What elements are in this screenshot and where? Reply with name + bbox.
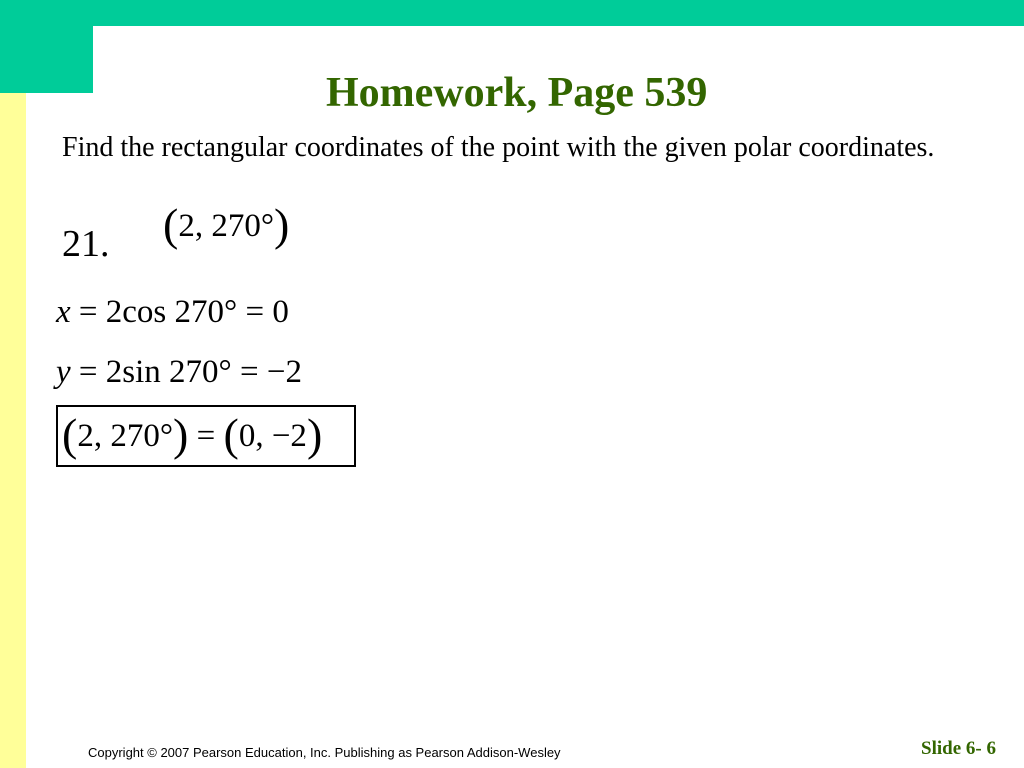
answer-open-paren-left: ( — [62, 409, 78, 460]
y-variable: y — [56, 354, 71, 390]
y-equation-rhs: = 2sin 270° = −2 — [70, 354, 302, 390]
y-equation — [56, 350, 302, 394]
answer-equals: = — [188, 418, 224, 454]
answer-polar: 2, 270° — [77, 418, 174, 454]
corner-accent-block — [0, 0, 93, 93]
copyright-footer: Copyright © 2007 Pearson Education, Inc. Publishing as Pearson Addison-Wesley — [88, 745, 561, 760]
x-variable: x — [56, 294, 71, 330]
instruction-text: Find the rectangular coordinates of the point with the given polar coordinates. — [62, 132, 935, 163]
close-paren: ) — [274, 199, 290, 250]
polar-coordinates: 2, 270° — [178, 208, 275, 244]
answer-close-paren-right: ) — [306, 409, 323, 460]
answer-rectangular: 0, −2 — [238, 418, 307, 454]
answer-close-paren-left: ) — [173, 409, 189, 460]
problem-number: 21. — [62, 223, 110, 265]
left-accent-band — [0, 93, 26, 768]
answer-open-paren-right: ( — [223, 409, 239, 460]
slide-number: Slide 6- 6 — [921, 738, 996, 759]
top-accent-bar — [0, 0, 1024, 26]
open-paren: ( — [163, 199, 179, 250]
given-polar-point — [163, 199, 290, 250]
answer-equation — [62, 409, 323, 460]
x-equation — [56, 290, 289, 334]
x-equation-rhs: = 2cos 270° = 0 — [70, 294, 289, 330]
slide-title: Homework, Page 539 — [326, 70, 708, 116]
